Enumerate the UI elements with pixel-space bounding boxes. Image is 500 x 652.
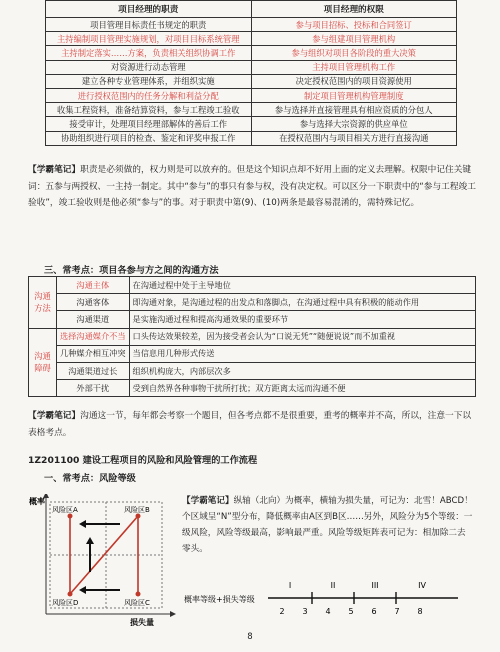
authority-cell: 参与组建项目管理机构 <box>251 32 457 46</box>
description-cell: 是实施沟通过程和提高沟通效果的重要环节 <box>129 311 475 328</box>
duty-cell: 对资源进行动态管理 <box>46 60 252 74</box>
duties-header: 项目经理的职责 <box>46 1 252 18</box>
authority-cell: 主持项目管理机构工作 <box>251 60 457 74</box>
authority-cell: 参与选择并直接管理具有相应资质的分包人 <box>251 103 457 117</box>
tick-2: 2 <box>279 607 285 616</box>
tick-3: 3 <box>302 607 308 616</box>
section-title-1: 一、常考点：风险等级 <box>44 473 136 484</box>
level-1: I <box>288 581 292 590</box>
zone-b-label: 风险区B <box>124 506 150 514</box>
table-row <box>46 103 457 117</box>
description-cell: 在沟通过程中处于主导地位 <box>129 277 475 294</box>
tick-7: 7 <box>394 607 400 616</box>
page-number: 8 <box>247 632 253 642</box>
table-row <box>46 32 457 46</box>
category-cell: 沟通障碍 <box>29 328 57 397</box>
table-row <box>29 311 476 328</box>
duty-cell: 项目管理目标责任书规定的职责 <box>46 18 252 32</box>
authority-cell: 制定项目管理机构管理制度 <box>251 88 457 102</box>
description-cell: 当信息用几种形式传送 <box>129 345 475 362</box>
note-text: 职责是必须做的，权力则是可以放弃的。但是这个知识点却不好用上面的定义去理解。权限中记住关键词：五参与两授权、一主持一制定。其中“参与”的事只有参与权，没有决定权。可以区分一下职责中的“参与工程竣工验收”，竣工验收则是他必须“参与”的事。对于职责中第(9)、(10)两条是最容易混淆的，需特殊记忆。 <box>28 165 476 208</box>
note-text: 沟通这一节，每年都会考察一个题目，但各考点都不是很重要，重考的概率并不高，所以，注意一下以表格考点。 <box>28 411 472 438</box>
note-tag: 【学霸笔记】 <box>28 411 81 421</box>
authority-cell: 参与项目招标、投标和合同签订 <box>251 18 457 32</box>
zone-d-label: 风险区D <box>52 599 79 607</box>
risk-level-scale <box>182 578 474 618</box>
table-row <box>46 60 457 74</box>
item-cell: 外部干扰 <box>57 380 130 397</box>
table-row <box>29 277 476 294</box>
table-row <box>46 131 457 145</box>
table-row <box>29 362 476 379</box>
tick-8: 8 <box>417 607 423 616</box>
description-cell: 受到自然界各种事物干扰所打扰；双方距离太远而沟通不便 <box>129 380 475 397</box>
study-note-2 <box>28 408 476 441</box>
duty-cell: 接受审计，处理项目经理部解体的善后工作 <box>46 117 252 131</box>
table-row <box>29 294 476 311</box>
description-cell: 口头传达效果较差，因为接受者会认为“口说无凭”“随便说说”而不加重视 <box>129 328 475 345</box>
tick-6: 6 <box>371 607 377 616</box>
duty-cell: 收集工程资料，准备结算资料，参与工程竣工验收 <box>46 103 252 117</box>
risk-zone-diagram <box>28 494 178 626</box>
tick-4: 4 <box>325 607 331 616</box>
duty-cell: 主持编制项目管理实施规划，对项目目标系统管理 <box>46 32 252 46</box>
communication-table <box>28 276 476 397</box>
table-row <box>29 345 476 362</box>
tick-5: 5 <box>348 607 354 616</box>
authority-header: 项目经理的权限 <box>251 1 457 18</box>
zone-a-label: 风险区A <box>52 506 78 514</box>
authority-cell: 决定授权范围内的项目资源使用 <box>251 74 457 88</box>
item-cell: 几种媒介相互冲突 <box>57 345 130 362</box>
scale-label: 概率等级+损失等级 <box>184 595 255 604</box>
table-row <box>46 88 457 102</box>
description-cell: 即沟通对象，是沟通过程的出发点和落脚点，在沟通过程中具有积极的能动作用 <box>129 294 475 311</box>
description-cell: 组织机构庞大，内部层次多 <box>129 362 475 379</box>
item-cell: 选择沟通媒介不当 <box>57 328 130 345</box>
table-row <box>46 74 457 88</box>
level-3: III <box>371 581 379 590</box>
authority-cell: 参与组织对项目各阶段的重大决策 <box>251 46 457 60</box>
table-row <box>29 380 476 397</box>
duty-cell: 进行授权范围内的任务分解和利益分配 <box>46 88 252 102</box>
note-tag: 【学霸笔记】 <box>182 496 234 506</box>
pm-duties-table <box>45 0 457 146</box>
note-text: 纵轴（北向）为概率，横轴为损失量，可记为：北雪！ABCD！个区域呈“N”型分布，降低概率由A区到B区……另外，风险分为5个等级：一级风险，风险等级最高，影响最严重。风险等级矩阵表可记为：相加除二去零头。 <box>182 496 473 554</box>
category-cell: 沟通方法 <box>29 277 57 329</box>
item-cell: 沟通渠道 <box>57 311 130 328</box>
duty-cell: 建立各种专业管理体系，并组织实施 <box>46 74 252 88</box>
table-row <box>29 328 476 345</box>
study-note-3 <box>182 493 474 557</box>
y-axis-label: 概率 <box>29 497 45 506</box>
table-row <box>46 46 457 60</box>
authority-cell: 在授权范围内与项目相关方进行直接沟通 <box>251 131 457 145</box>
level-4: IV <box>418 581 426 590</box>
x-axis-label: 损失量 <box>130 618 154 626</box>
table-row <box>46 18 457 32</box>
table-row <box>46 117 457 131</box>
zone-c-label: 风险区C <box>124 599 150 607</box>
duty-cell: 协助组织进行项目的检查、鉴定和评奖申报工作 <box>46 131 252 145</box>
section-title-3: 三、常考点：项目各参与方之间的沟通方法 <box>44 265 219 276</box>
level-2: II <box>330 581 336 590</box>
chapter-heading: 1Z201100 建设工程项目的风险和风险管理的工作流程 <box>28 455 258 466</box>
study-note-1 <box>28 162 476 212</box>
authority-cell: 参与选择大宗资源的供应单位 <box>251 117 457 131</box>
item-cell: 沟通渠道过长 <box>57 362 130 379</box>
item-cell: 沟通主体 <box>57 277 130 294</box>
duty-cell: 主持制定落实……方案，负责相关组织协调工作 <box>46 46 252 60</box>
item-cell: 沟通客体 <box>57 294 130 311</box>
note-tag: 【学霸笔记】 <box>28 165 81 175</box>
